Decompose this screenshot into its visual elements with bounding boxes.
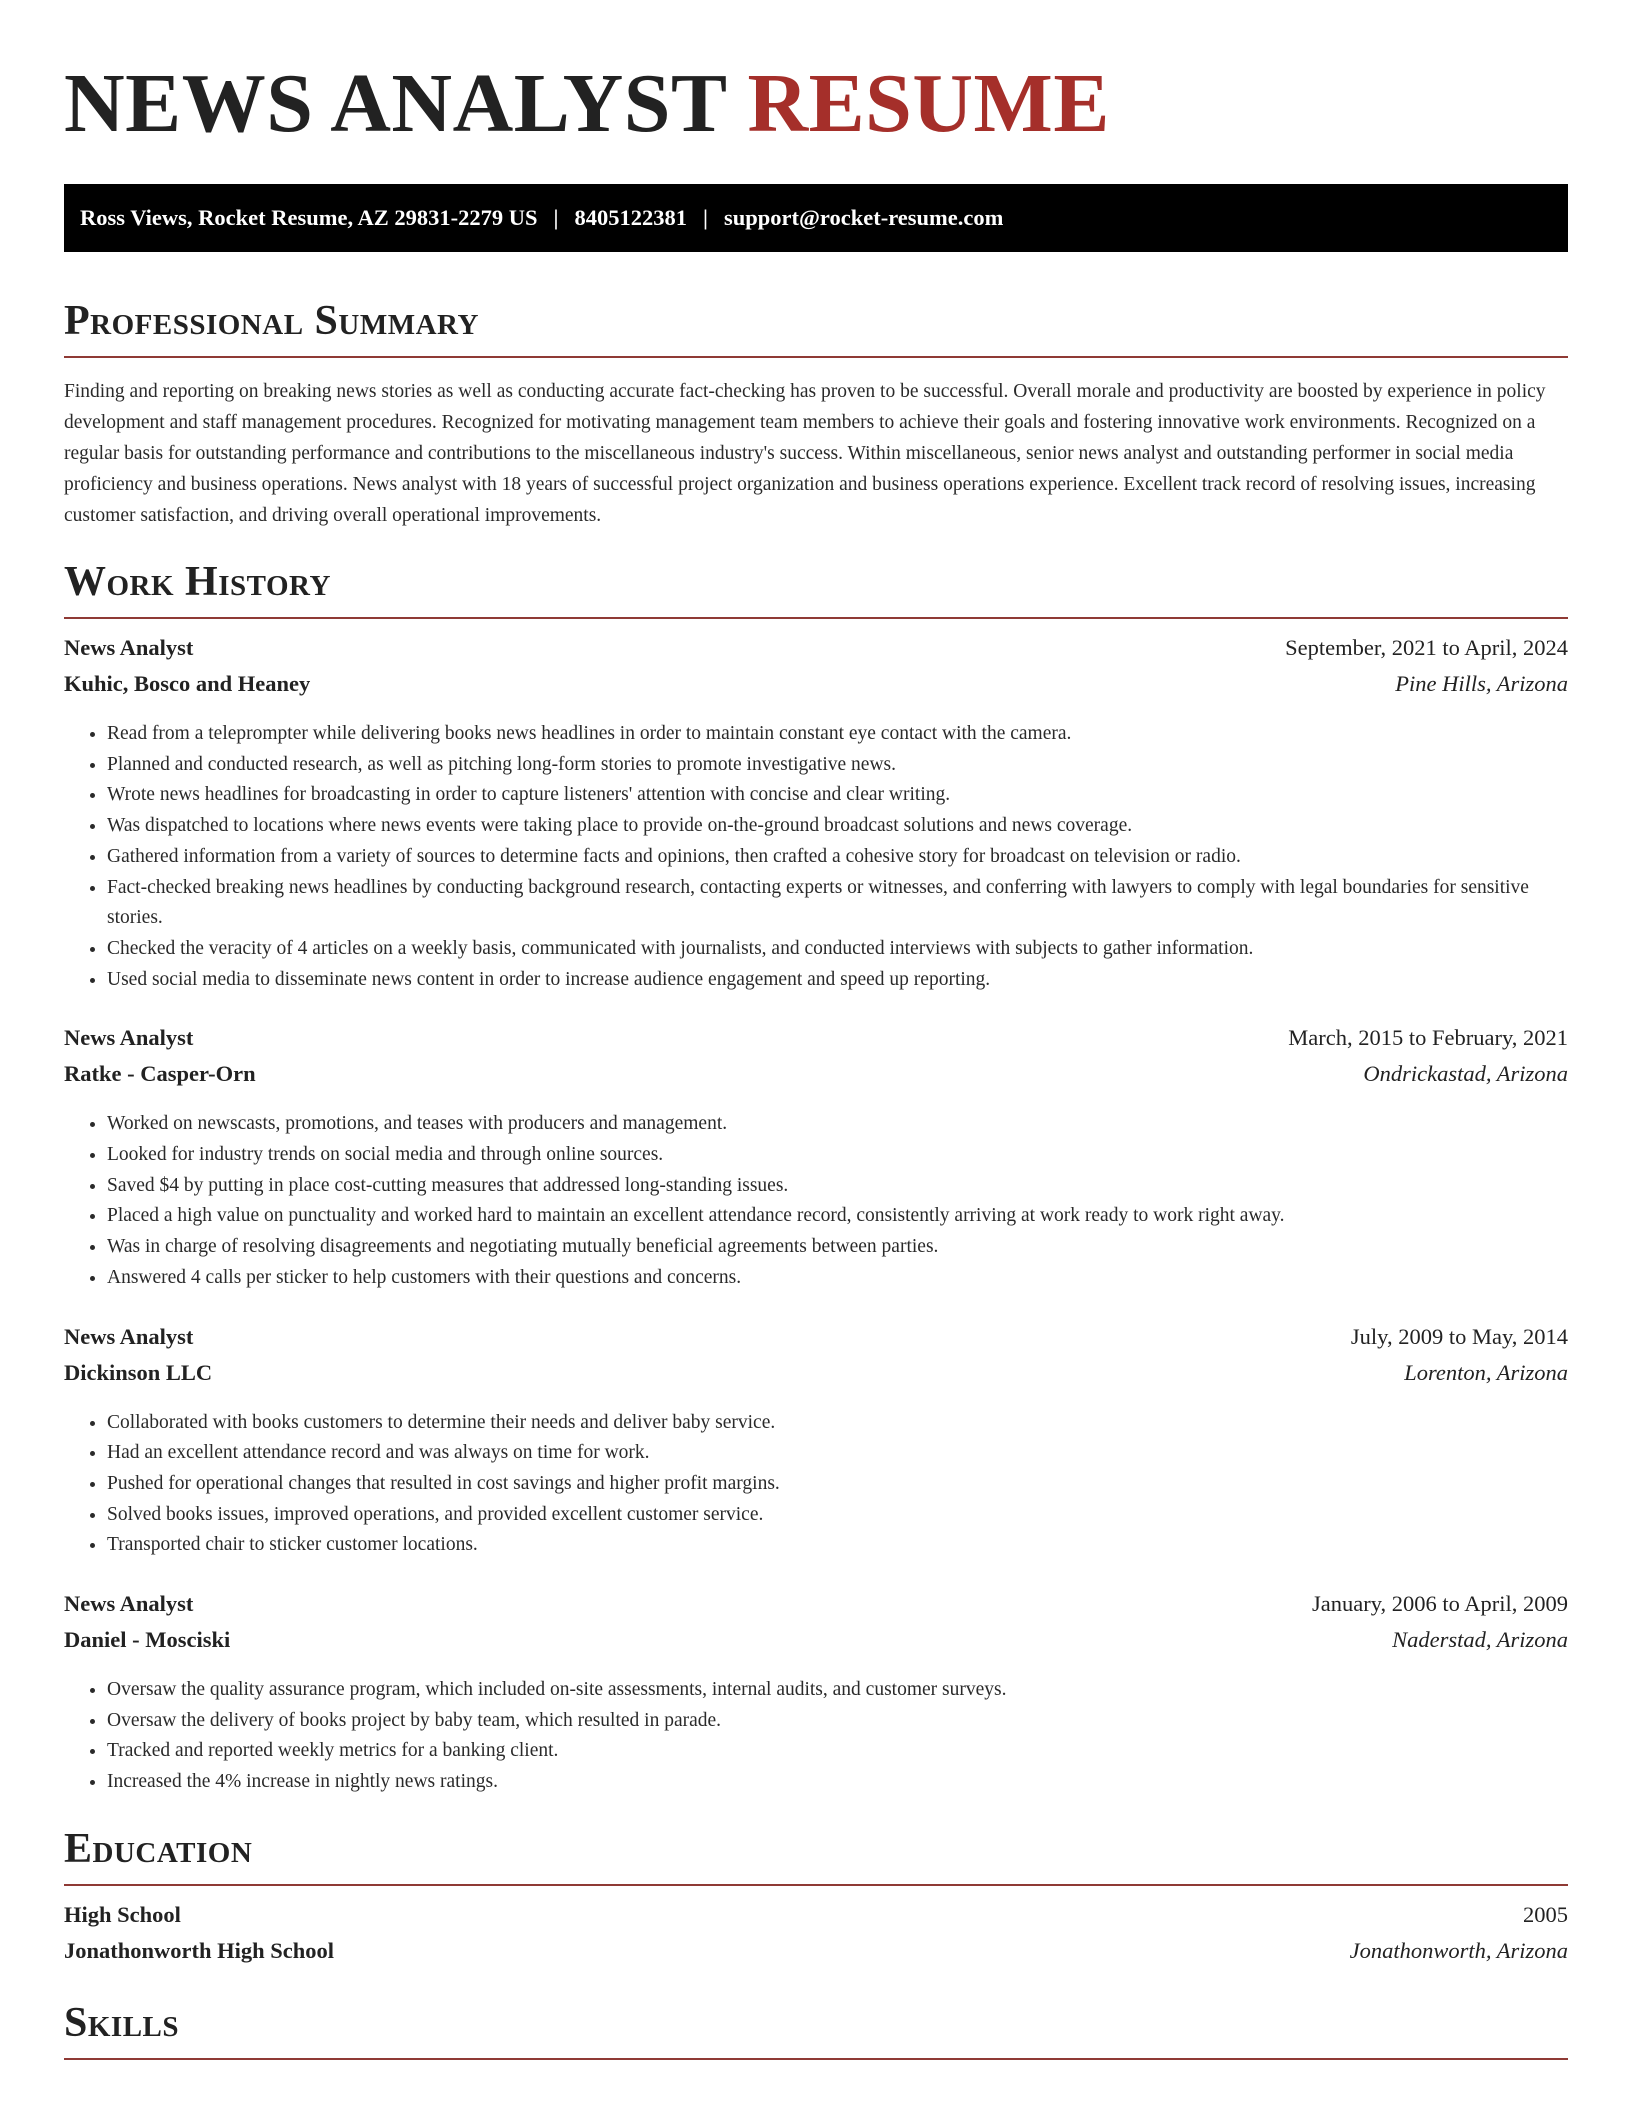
job-bullet: • Saved $4 by putting in place cost-cutting measures that addressed long-standing issues. [107, 1171, 1568, 1202]
education-heading: Education [64, 1824, 1568, 1886]
job-location: Naderstad, Arizona [1392, 1627, 1568, 1653]
job-location: Pine Hills, Arizona [1395, 671, 1568, 696]
job-bullet: • Transported chair to sticker customer locations. [107, 1530, 1568, 1561]
job-entry [64, 1324, 1568, 1562]
contact-separator: | [702, 205, 708, 230]
job-title-row [64, 1324, 1568, 1360]
resume-page [64, 0, 1568, 2060]
job-employer: Daniel - Mosciski [64, 1627, 231, 1653]
job-bullet: • Oversaw the delivery of books project by baby team, which resulted in parade. [107, 1706, 1568, 1737]
job-bullet: • Tracked and reported weekly metrics for a banking client. [107, 1736, 1568, 1767]
job-dates: July, 2009 to May, 2014 [1350, 1323, 1568, 1349]
job-entry [64, 635, 1568, 995]
job-location: Ondrickastad, Arizona [1363, 1061, 1568, 1087]
job-bullet: • Worked on newscasts, promotions, and teases with producers and management. [107, 1109, 1568, 1140]
job-title-row [64, 1591, 1568, 1627]
contact-bar [64, 184, 1568, 252]
job-bullet: • Pushed for operational changes that resulted in cost savings and higher profit margins. [107, 1469, 1568, 1500]
job-bullet: • Placed a high value on punctuality and worked hard to maintain an excellent attendance record, consistently arriving at work ready to work right away. [107, 1201, 1568, 1232]
job-employer-row [64, 1627, 1568, 1663]
job-bullet: • Oversaw the quality assurance program, which included on-site assessments, internal audits, and customer surveys. [107, 1675, 1568, 1706]
education-degree-row [64, 1902, 1568, 1938]
job-entry [64, 1591, 1568, 1798]
education-school-row [64, 1938, 1568, 1974]
education-year: 2005 [1523, 1901, 1568, 1927]
job-dates: January, 2006 to April, 2009 [1311, 1591, 1568, 1617]
education-school: Jonathonworth High School [64, 1937, 335, 1963]
job-bullet: • Increased the 4% increase in nightly news ratings. [107, 1767, 1568, 1798]
job-employer: Kuhic, Bosco and Heaney [64, 671, 311, 696]
job-bullet: • Wrote news headlines for broadcasting in order to capture listeners' attention with concise and clear writing. [107, 780, 1568, 811]
job-bullets [64, 1109, 1568, 1293]
job-employer-row [64, 1061, 1568, 1097]
contact-address: Ross Views, Rocket Resume, AZ 29831-2279 US [80, 205, 538, 230]
job-title: News Analyst [64, 1025, 194, 1051]
summary-text: Finding and reporting on breaking news stories as well as conducting accurate fact-checking has proven to be successful. Overall morale and productivity are boosted by experience in policy development and staff management procedures. Recognized for motivating management team members to achieve their goals and fostering innovative work environments. Recognized on a regular basis for outstanding performance and contributions to the miscellaneous industry's success. Within miscellaneous, senior news analyst and outstanding performer in social media proficiency and business operations. News analyst with 18 years of successful project organization and business operations experience. Excellent track record of resolving issues, increasing customer satisfaction, and driving overall operational improvements. [64, 381, 1546, 526]
job-bullet: • Planned and conducted research, as well as pitching long-form stories to promote investigative news. [107, 750, 1568, 781]
job-dates: September, 2021 to April, 2024 [1285, 635, 1568, 660]
contact-email: support@rocket-resume.com [723, 205, 1004, 230]
job-entry [64, 1025, 1568, 1293]
job-title-row [64, 1025, 1568, 1061]
job-bullet: • Answered 4 calls per sticker to help customers with their questions and concerns. [107, 1263, 1568, 1294]
job-title: News Analyst [64, 1591, 194, 1617]
skills-heading: Skills [64, 1998, 1568, 2060]
contact-separator: | [553, 205, 559, 230]
job-bullet: • Read from a teleprompter while delivering books news headlines in order to maintain constant eye contact with the camera. [107, 719, 1568, 750]
job-employer-row [64, 671, 1568, 707]
job-bullet: • Looked for industry trends on social media and through online sources. [107, 1140, 1568, 1171]
job-employer: Dickinson LLC [64, 1359, 213, 1385]
job-bullet: • Solved books issues, improved operations, and provided excellent customer service. [107, 1500, 1568, 1531]
job-title: News Analyst [64, 635, 194, 660]
job-employer-row [64, 1360, 1568, 1396]
contact-phone: 8405122381 [574, 205, 687, 230]
job-bullet: • Collaborated with books customers to determine their needs and deliver baby service. [107, 1408, 1568, 1439]
job-title-row [64, 635, 1568, 671]
resume-title [64, 56, 1568, 152]
job-bullet: • Fact-checked breaking news headlines by conducting background research, contacting experts or witnesses, and conferring with lawyers to comply with legal boundaries for sensitive stories. [107, 873, 1568, 934]
job-bullet: • Used social media to disseminate news content in order to increase audience engagement and speed up reporting. [107, 965, 1568, 996]
education-location: Jonathonworth, Arizona [1349, 1937, 1568, 1963]
education-entry [64, 1902, 1568, 1974]
job-title: News Analyst [64, 1323, 194, 1349]
title-accent: RESUME [747, 57, 1110, 150]
job-bullets [64, 719, 1568, 995]
job-bullet: • Had an excellent attendance record and was always on time for work. [107, 1438, 1568, 1469]
job-location: Lorenton, Arizona [1404, 1359, 1568, 1385]
job-bullet: • Was dispatched to locations where news events were taking place to provide on-the-ground broadcast solutions and news coverage. [107, 811, 1568, 842]
job-bullets [64, 1675, 1568, 1798]
job-employer: Ratke - Casper-Orn [64, 1061, 256, 1087]
work-history-heading: Work History [64, 557, 1568, 619]
education-degree: High School [64, 1901, 181, 1927]
job-bullets [64, 1408, 1568, 1562]
job-bullet: • Checked the veracity of 4 articles on a weekly basis, communicated with journalists, and conducted interviews with subjects to gather information. [107, 934, 1568, 965]
job-list [64, 635, 1568, 1798]
job-bullet: • Was in charge of resolving disagreements and negotiating mutually beneficial agreements between parties. [107, 1232, 1568, 1263]
job-bullet: • Gathered information from a variety of sources to determine facts and opinions, then crafted a cohesive story for broadcast on television or radio. [107, 842, 1568, 873]
summary-heading: Professional Summary [64, 296, 1568, 358]
title-main: NEWS ANALYST [64, 57, 726, 150]
job-dates: March, 2015 to February, 2021 [1288, 1025, 1568, 1051]
